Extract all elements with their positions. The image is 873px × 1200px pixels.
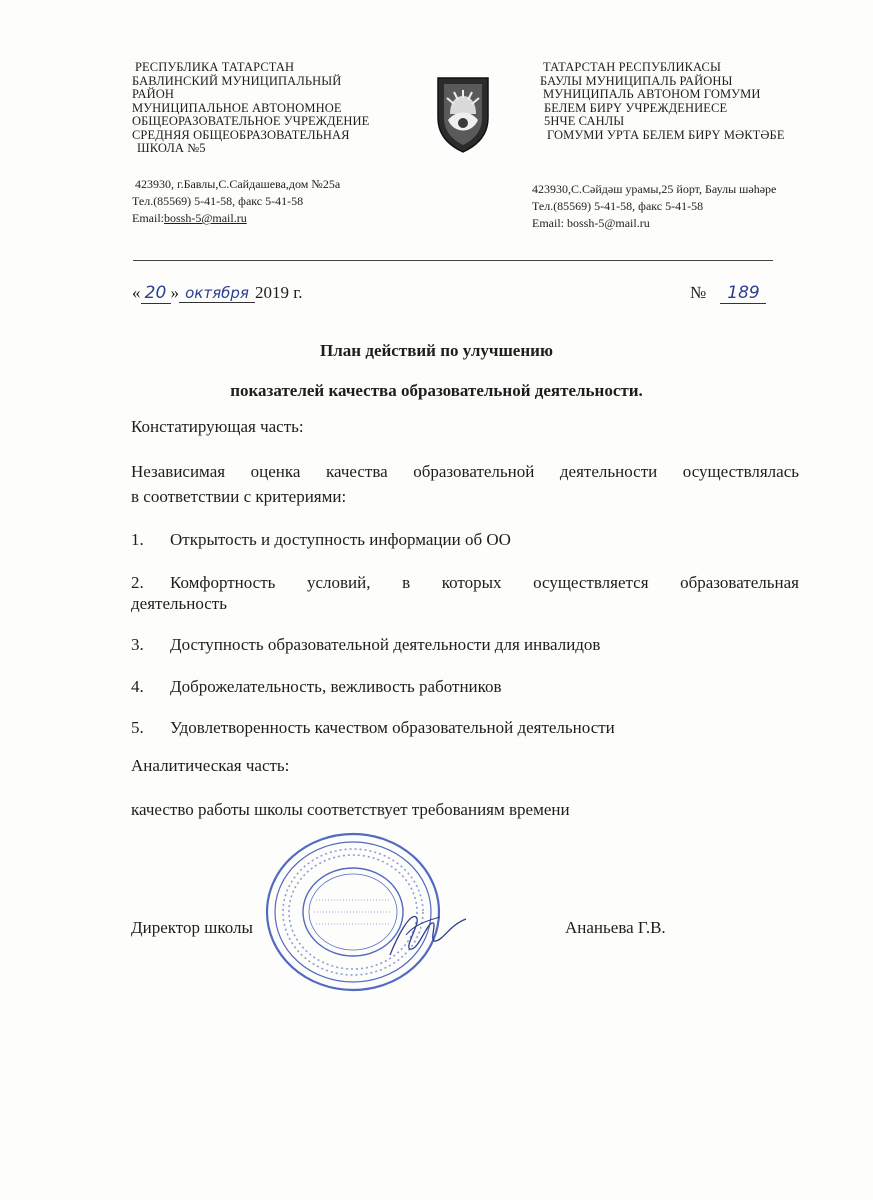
header-left-email-line bbox=[132, 210, 340, 227]
criteria-number: 5. bbox=[131, 718, 144, 737]
date-open-quote: « bbox=[132, 283, 141, 302]
intro-line-2: в соответствии с критериями: bbox=[131, 487, 347, 506]
date-year: 2019 г. bbox=[255, 283, 303, 302]
criteria-item bbox=[131, 530, 511, 550]
doc-title-line-1: План действий по улучшению bbox=[320, 341, 553, 360]
document-number bbox=[690, 283, 766, 304]
criteria-text: Доброжелательность, вежливость работников bbox=[170, 677, 502, 696]
email-label: Email: bbox=[132, 211, 164, 225]
signature-position: Директор школы bbox=[131, 918, 253, 937]
header-left-address: 423930, г.Бавлы,С.Сайдашева,дом №25а bbox=[135, 177, 341, 191]
header-right-line: БЕЛЕМ БИРҮ УЧРЕЖДЕНИЕСЕ bbox=[544, 100, 728, 115]
header-left-line: РЕСПУБЛИКА ТАТАРСТАН bbox=[135, 60, 295, 74]
criteria-item bbox=[131, 635, 600, 655]
header-right-line: ТАТАРСТАН РЕСПУБЛИКАСЫ bbox=[543, 60, 721, 74]
date-month: октября bbox=[179, 284, 255, 303]
number-value: 189 bbox=[720, 283, 766, 304]
header-left-line: ОБЩЕОРАЗОВАТЕЛЬНОЕ УЧРЕЖДЕНИЕ bbox=[132, 114, 370, 128]
header-right-line: ГОМУМИ УРТА БЕЛЕМ БИРҮ МӘКТӘБЕ bbox=[547, 127, 785, 142]
header-divider bbox=[133, 260, 773, 261]
header-left-line: РАЙОН bbox=[132, 87, 174, 101]
criteria-number: 4. bbox=[131, 677, 144, 696]
header-right-address: 423930,С.Сәйдәш урамы,25 йорт, Баулы шәһәре bbox=[532, 182, 777, 196]
document-date bbox=[132, 283, 303, 304]
handwritten-signature bbox=[380, 895, 470, 965]
criteria-text: Удовлетворенность качеством образовательной деятельности bbox=[170, 718, 615, 737]
intro-line-1: Независимая оценка качества образовательной деятельности осуществлялась bbox=[131, 462, 799, 481]
statement-heading: Констатирующая часть: bbox=[131, 417, 304, 436]
criteria-item bbox=[131, 572, 799, 593]
criteria-number: 3. bbox=[131, 635, 144, 654]
criteria-text: Открытость и доступность информации об ОО bbox=[170, 530, 511, 549]
header-left-line: ШКОЛА №5 bbox=[137, 141, 206, 155]
header-right bbox=[540, 61, 785, 142]
header-right-email: Email: bossh-5@mail.ru bbox=[532, 216, 650, 230]
criteria-item bbox=[131, 677, 502, 697]
email-link[interactable]: bossh-5@mail.ru bbox=[164, 211, 247, 225]
header-left bbox=[132, 61, 369, 156]
number-label: № bbox=[690, 283, 707, 302]
criteria-text: Доступность образовательной деятельности для инвалидов bbox=[170, 635, 601, 654]
date-day: 20 bbox=[141, 283, 171, 304]
signature-name: Ананьева Г.В. bbox=[565, 918, 666, 937]
header-left-line: БАВЛИНСКИЙ МУНИЦИПАЛЬНЫЙ bbox=[132, 73, 342, 88]
criteria-number: 1. bbox=[131, 530, 144, 549]
header-left-contacts bbox=[132, 176, 340, 227]
criteria-text: Комфортность условий, в которых осуществляется образовательная bbox=[170, 573, 799, 592]
coat-of-arms-icon bbox=[432, 74, 494, 154]
criteria-item bbox=[131, 718, 615, 738]
header-left-line: СРЕДНЯЯ ОБЩЕОБРАЗОВАТЕЛЬНАЯ bbox=[132, 127, 350, 142]
header-right-phone: Тел.(85569) 5-41-58, факс 5-41-58 bbox=[532, 199, 704, 213]
analytic-heading: Аналитическая часть: bbox=[131, 756, 290, 775]
analytic-text: качество работы школы соответствует требованиям времени bbox=[131, 800, 570, 819]
header-left-line: МУНИЦИПАЛЬНОЕ АВТОНОМНОЕ bbox=[132, 100, 342, 115]
header-right-line: 5НЧЕ САНЛЫ bbox=[544, 114, 625, 128]
criteria-continuation: деятельность bbox=[131, 594, 227, 613]
header-left-phone: Тел.(85569) 5-41-58, факс 5-41-58 bbox=[132, 194, 304, 208]
doc-title-line-2: показателей качества образовательной деятельности. bbox=[230, 381, 643, 400]
header-right-line: МУНИЦИПАЛЬ АВТОНОМ ГОМУМИ bbox=[543, 87, 761, 101]
header-right-line: БАУЛЫ МУНИЦИПАЛЬ РАЙОНЫ bbox=[540, 73, 733, 88]
header-right-contacts bbox=[532, 181, 776, 232]
criteria-number: 2. bbox=[131, 573, 144, 592]
date-close-quote: » bbox=[170, 283, 179, 302]
